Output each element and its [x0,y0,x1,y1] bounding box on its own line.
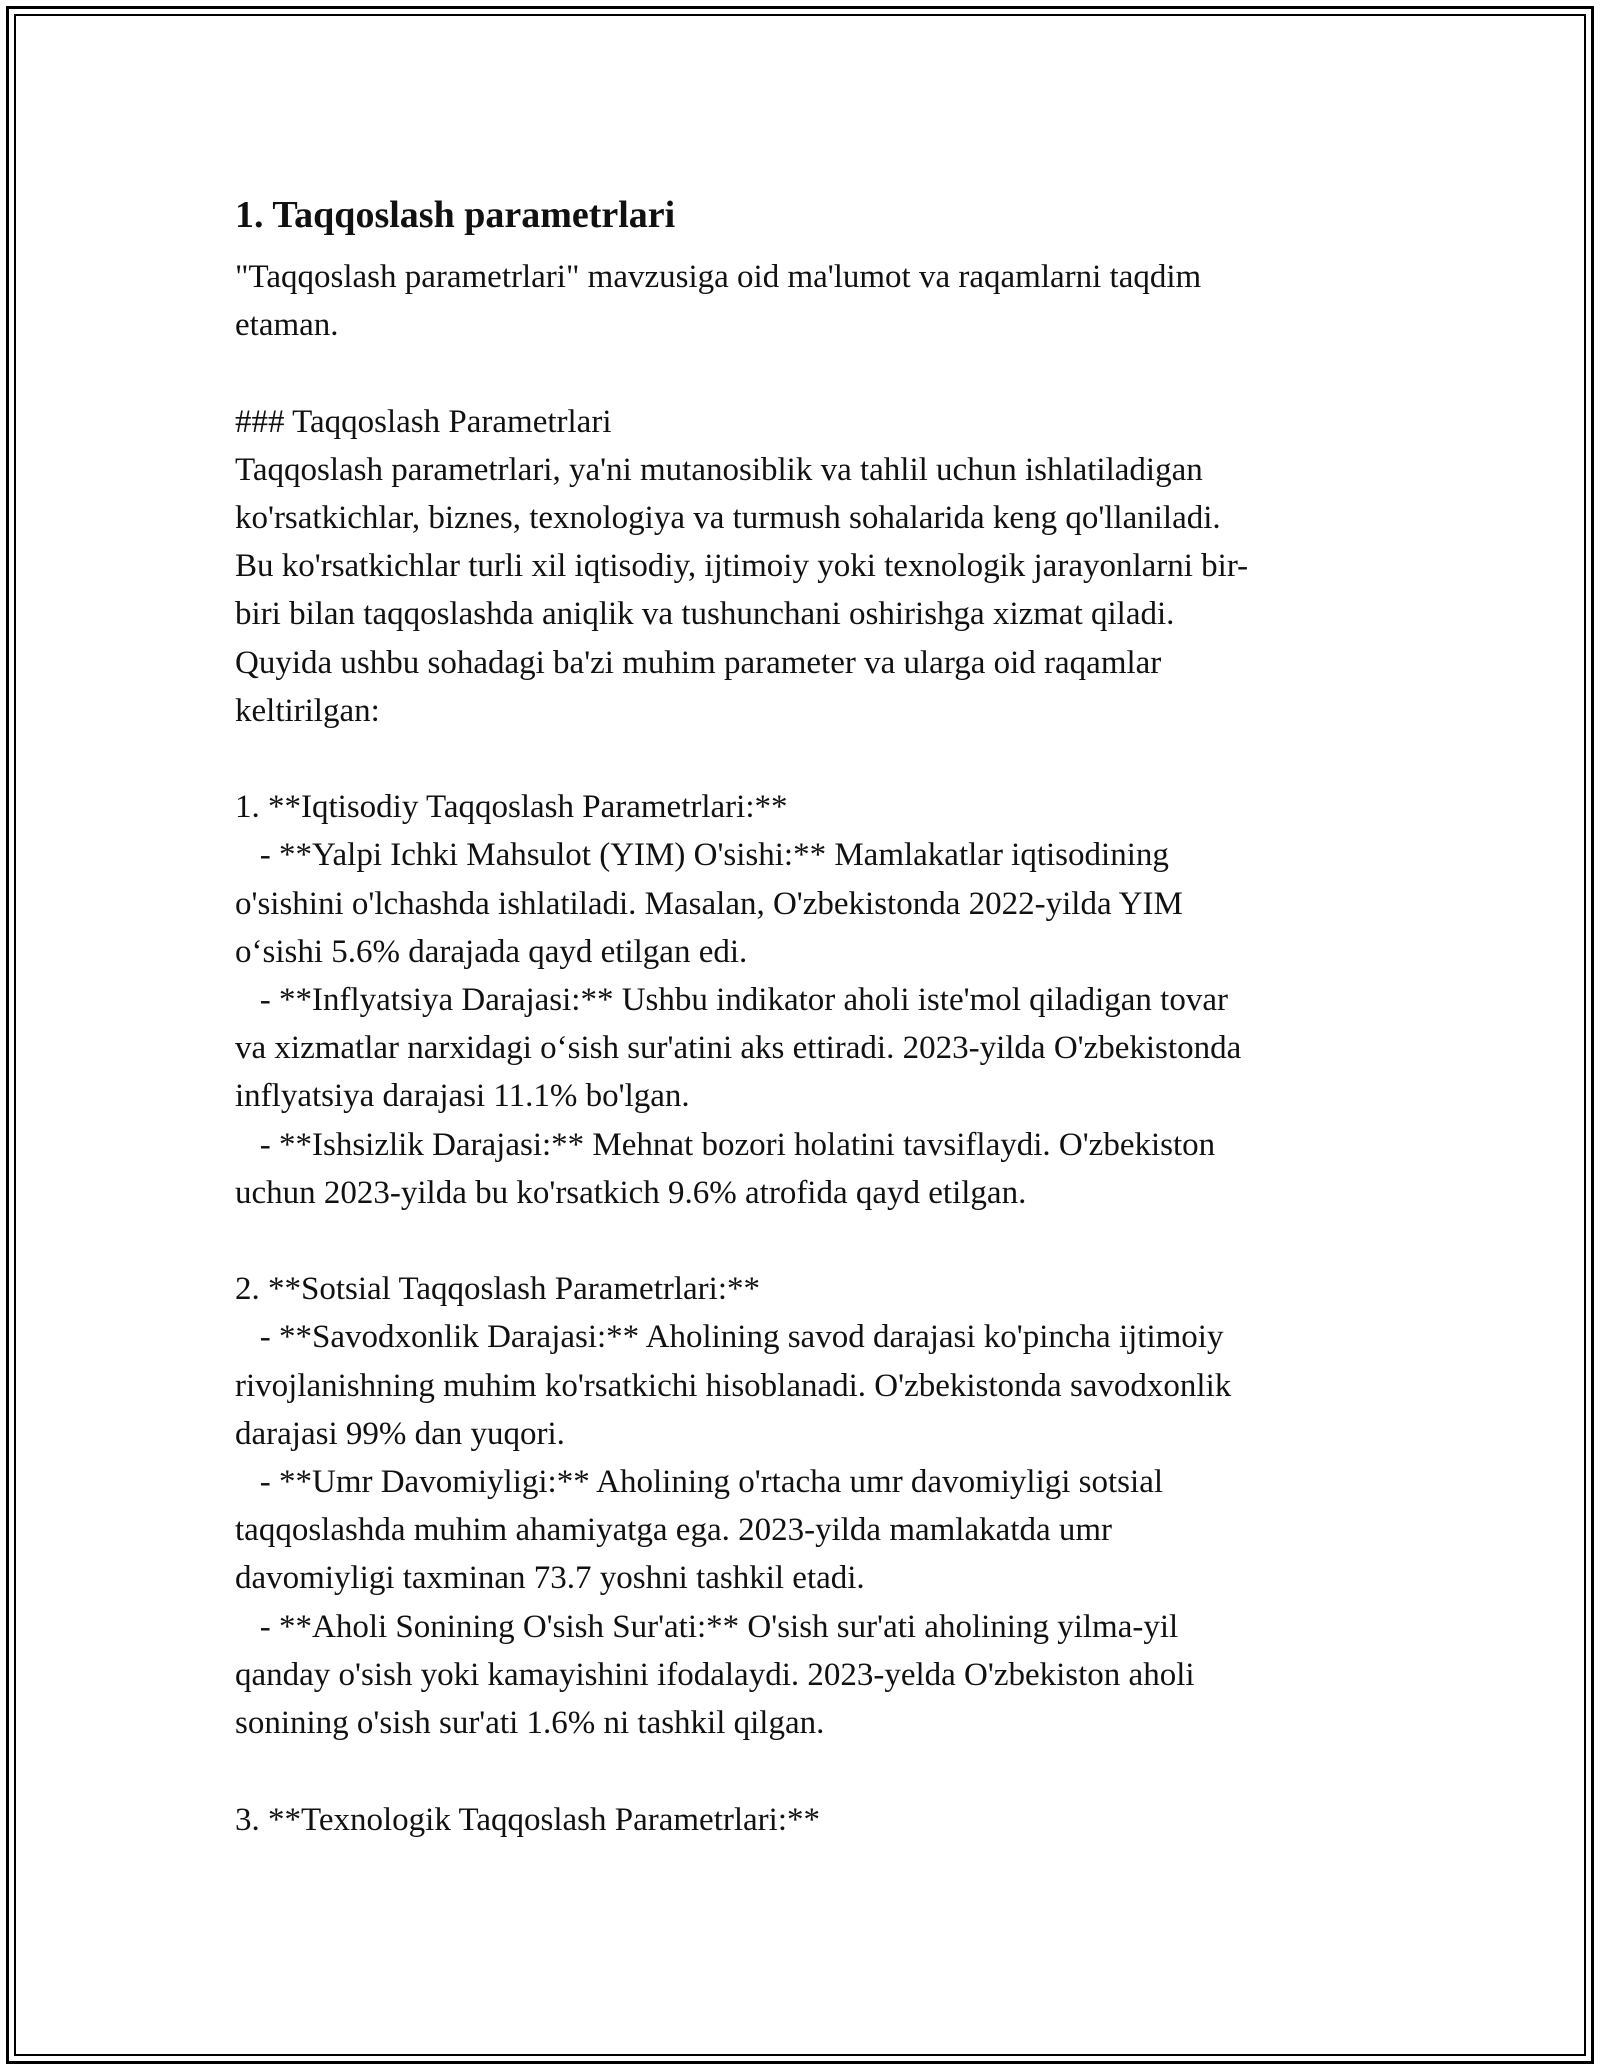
document-body: "Taqqoslash parametrlari" mavzusiga oid ma'lumot va raqamlarni taqdim etaman. ### Taqqoslash Parametrlari Taqqoslash parametrlari, ya'ni mutanosiblik va tahlil uchun ishlatiladigan ko'rsatkichlar, biznes, texnologiya va turmush sohalarida keng qo'llaniladi. Bu ko'rsatkichlar turli xil iqtisodiy, ijtimoiy yoki texnologik jarayonlarni bir- biri bilan taqqoslashda aniqlik va tushunchani oshirishga xizmat qiladi. Quyida ushbu sohadagi ba'zi muhim parameter va ularga oid raqamlar keltirilgan: 1. **Iqtisodiy Taqqoslash Parametrlari:** - **Yalpi Ichki Mahsulot (YIM) O'sishi:** Mamlakatlar iqtisodining o'sishini o'lchashda ishlatiladi. Masalan, O'zbekistonda 2022-yilda YIM o‘sishi 5.6% darajada qayd etilgan edi. - **Inflyatsiya Darajasi:** Ushbu indikator aholi iste'mol qiladigan tovar va xizmatlar narxidagi o‘sish sur'atini aks ettiradi. 2023-yilda O'zbekistonda inflyatsiya darajasi 11.1% bo'lgan. - **Ishsizlik Darajasi:** Mehnat bozori holatini tavsiflaydi. O'zbekiston uchun 2023-yilda bu ko'rsatkich 9.6% atrofida qayd etilgan. 2. **Sotsial Taqqoslash Parametrlari:** - **Savodxonlik Darajasi:** Aholining savod darajasi ko'pincha ijtimoiy rivojlanishning muhim ko'rsatkichi hisoblanadi. O'zbekistonda savodxonlik darajasi 99% dan yuqori. - **Umr Davomiyligi:** Aholining o'rtacha umr davomiyligi sotsial taqqoslashda muhim ahamiyatga ega. 2023-yilda mamlakatda umr davomiyligi taxminan 73.7 yoshni tashkil etadi. - **Aholi Sonining O'sish Sur'ati:** O'sish sur'ati aholining yilma-yil qanday o'sish yoki kamayishini ifodalaydi. 2023-yelda O'zbekiston aholi sonining o'sish sur'ati 1.6% ni tashkil qilgan. 3. **Texnologik Taqqoslash Parametrlari:** [235,259,1249,1838]
document-content [235,185,1375,1844]
document-title: 1. Taqqoslash parametrlari [235,194,676,236]
